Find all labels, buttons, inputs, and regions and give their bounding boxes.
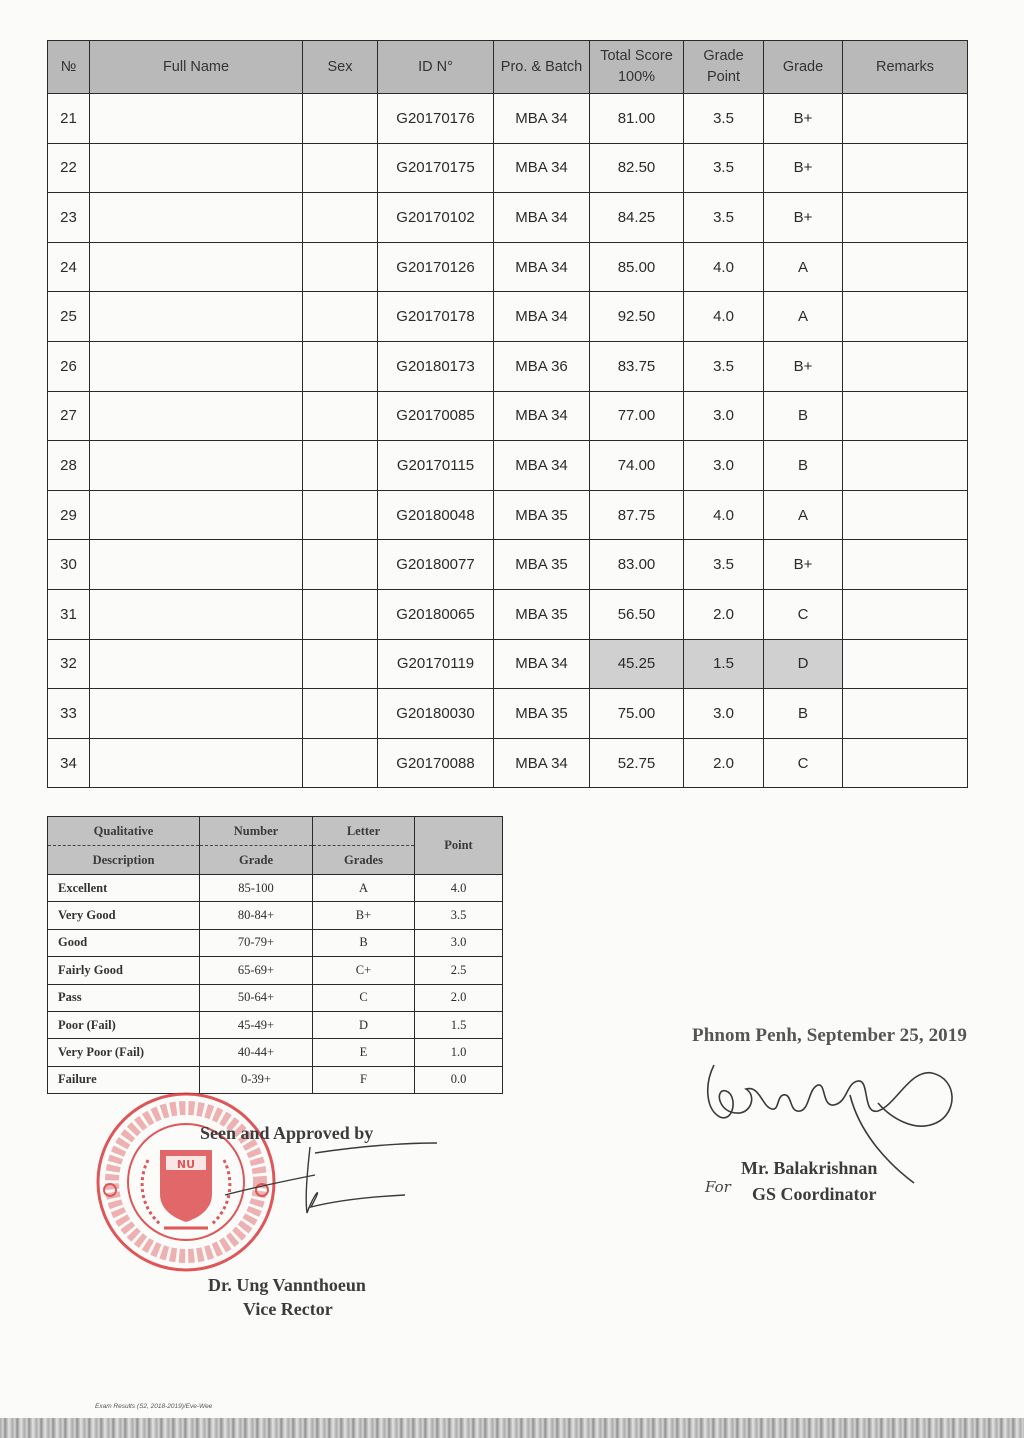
row-number-cell: 21 xyxy=(48,94,90,144)
grade-point-cell: 3.0 xyxy=(684,441,764,491)
full-name-cell xyxy=(90,589,303,639)
letter-grade-cell: B xyxy=(313,929,415,956)
header-id: ID N° xyxy=(378,41,494,94)
program-batch-cell: MBA 36 xyxy=(494,341,590,391)
program-batch-cell: MBA 34 xyxy=(494,738,590,788)
grade-point-cell: 3.0 xyxy=(684,689,764,739)
row-number-cell: 33 xyxy=(48,689,90,739)
student-id-cell: G20170102 xyxy=(378,193,494,243)
program-batch-cell: MBA 34 xyxy=(494,639,590,689)
program-batch-cell: MBA 34 xyxy=(494,292,590,342)
student-id-cell: G20170178 xyxy=(378,292,494,342)
grade-point-cell: 4.0 xyxy=(684,242,764,292)
grading-scale-table xyxy=(47,816,503,1094)
result-row xyxy=(48,639,968,689)
grading-header-number: Number xyxy=(200,817,313,846)
grade-cell: B+ xyxy=(764,143,843,193)
student-id-cell: G20170119 xyxy=(378,639,494,689)
remarks-cell xyxy=(843,292,968,342)
gs-coordinator-name: Mr. Balakrishnan xyxy=(741,1158,878,1178)
header-grade-point xyxy=(684,41,764,94)
full-name-cell xyxy=(90,292,303,342)
letter-grade-cell: F xyxy=(313,1066,415,1093)
row-number-cell: 29 xyxy=(48,490,90,540)
place-date: Phnom Penh, September 25, 2019 xyxy=(692,1025,967,1046)
row-number-cell: 32 xyxy=(48,639,90,689)
grade-point-cell: 3.5 xyxy=(684,193,764,243)
header-grade: Grade xyxy=(764,41,843,94)
header-full-name: Full Name xyxy=(90,41,303,94)
header-grade-point-line2: Point xyxy=(706,69,741,85)
header-no: № xyxy=(48,41,90,94)
qualitative-description-cell: Very Good xyxy=(48,902,200,929)
grade-cell: C xyxy=(764,738,843,788)
sex-cell xyxy=(303,689,378,739)
vice-rector-signature xyxy=(215,1135,445,1225)
remarks-cell xyxy=(843,242,968,292)
qualitative-description-cell: Pass xyxy=(48,984,200,1011)
row-number-cell: 22 xyxy=(48,143,90,193)
letter-grade-cell: D xyxy=(313,1011,415,1038)
grade-cell: B xyxy=(764,391,843,441)
result-row xyxy=(48,540,968,590)
result-row xyxy=(48,242,968,292)
grade-point-cell: 1.0 xyxy=(415,1039,503,1066)
row-number-cell: 25 xyxy=(48,292,90,342)
qualitative-description-cell: Poor (Fail) xyxy=(48,1011,200,1038)
header-sex: Sex xyxy=(303,41,378,94)
result-row xyxy=(48,143,968,193)
row-number-cell: 34 xyxy=(48,738,90,788)
program-batch-cell: MBA 34 xyxy=(494,441,590,491)
student-id-cell: G20170085 xyxy=(378,391,494,441)
total-score-cell: 87.75 xyxy=(590,490,684,540)
full-name-cell xyxy=(90,341,303,391)
remarks-cell xyxy=(843,639,968,689)
grading-header-qualitative: Qualitative xyxy=(48,817,200,846)
full-name-cell xyxy=(90,639,303,689)
program-batch-cell: MBA 34 xyxy=(494,193,590,243)
total-score-cell: 56.50 xyxy=(590,589,684,639)
program-batch-cell: MBA 35 xyxy=(494,589,590,639)
remarks-cell xyxy=(843,441,968,491)
total-score-cell: 92.50 xyxy=(590,292,684,342)
result-row xyxy=(48,441,968,491)
result-row xyxy=(48,490,968,540)
for-mark: For xyxy=(705,1178,731,1196)
total-score-cell: 75.00 xyxy=(590,689,684,739)
remarks-cell xyxy=(843,341,968,391)
number-grade-cell: 0-39+ xyxy=(200,1066,313,1093)
header-remarks: Remarks xyxy=(843,41,968,94)
grade-point-cell: 2.5 xyxy=(415,957,503,984)
seal-emblem-text: NU xyxy=(176,1158,196,1171)
exam-results-table xyxy=(47,40,968,788)
student-id-cell: G20180173 xyxy=(378,341,494,391)
grade-cell: C xyxy=(764,589,843,639)
grade-point-cell: 4.0 xyxy=(415,875,503,902)
grade-point-cell: 1.5 xyxy=(684,639,764,689)
full-name-cell xyxy=(90,143,303,193)
remarks-cell xyxy=(843,94,968,144)
scan-edge-artifact xyxy=(0,1418,1024,1438)
program-batch-cell: MBA 35 xyxy=(494,540,590,590)
total-score-cell: 84.25 xyxy=(590,193,684,243)
grading-body xyxy=(48,875,503,1094)
number-grade-cell: 40-44+ xyxy=(200,1039,313,1066)
grade-point-cell: 4.0 xyxy=(684,292,764,342)
row-number-cell: 26 xyxy=(48,341,90,391)
grading-header-grade: Grade xyxy=(200,846,313,875)
full-name-cell xyxy=(90,490,303,540)
student-id-cell: G20170088 xyxy=(378,738,494,788)
sex-cell xyxy=(303,589,378,639)
full-name-cell xyxy=(90,193,303,243)
remarks-cell xyxy=(843,193,968,243)
result-row xyxy=(48,391,968,441)
grade-point-cell: 3.5 xyxy=(684,94,764,144)
grade-point-cell: 2.0 xyxy=(415,984,503,1011)
grading-header-grades: Grades xyxy=(313,846,415,875)
grading-header-point: Point xyxy=(415,817,503,875)
full-name-cell xyxy=(90,94,303,144)
program-batch-cell: MBA 35 xyxy=(494,490,590,540)
letter-grade-cell: A xyxy=(313,875,415,902)
sex-cell xyxy=(303,391,378,441)
gs-coordinator-title: GS Coordinator xyxy=(752,1184,877,1204)
total-score-cell: 45.25 xyxy=(590,639,684,689)
total-score-cell: 83.75 xyxy=(590,341,684,391)
results-header-row xyxy=(48,41,968,94)
result-row xyxy=(48,341,968,391)
full-name-cell xyxy=(90,391,303,441)
sex-cell xyxy=(303,94,378,144)
sex-cell xyxy=(303,738,378,788)
number-grade-cell: 45-49+ xyxy=(200,1011,313,1038)
letter-grade-cell: E xyxy=(313,1039,415,1066)
qualitative-description-cell: Failure xyxy=(48,1066,200,1093)
grade-cell: B+ xyxy=(764,341,843,391)
sex-cell xyxy=(303,441,378,491)
remarks-cell xyxy=(843,540,968,590)
grade-cell: A xyxy=(764,242,843,292)
row-number-cell: 24 xyxy=(48,242,90,292)
grade-cell: B xyxy=(764,689,843,739)
grade-cell: B+ xyxy=(764,540,843,590)
remarks-cell xyxy=(843,143,968,193)
grade-point-cell: 3.5 xyxy=(415,902,503,929)
grade-point-cell: 3.0 xyxy=(684,391,764,441)
header-total-score xyxy=(590,41,684,94)
row-number-cell: 28 xyxy=(48,441,90,491)
grade-point-cell: 2.0 xyxy=(684,589,764,639)
student-id-cell: G20180077 xyxy=(378,540,494,590)
grade-cell: A xyxy=(764,490,843,540)
header-total-score-line1: Total Score xyxy=(600,48,673,64)
number-grade-cell: 85-100 xyxy=(200,875,313,902)
grading-row xyxy=(48,875,503,902)
grade-point-cell: 4.0 xyxy=(684,490,764,540)
grading-header-description: Description xyxy=(48,846,200,875)
letter-grade-cell: C+ xyxy=(313,957,415,984)
student-id-cell: G20180030 xyxy=(378,689,494,739)
footer-note: Exam Results (S2, 2018-2019)/Eve-Wee xyxy=(95,1403,213,1410)
header-grade-point-line1: Grade xyxy=(703,48,744,64)
grade-point-cell: 3.0 xyxy=(415,929,503,956)
result-row xyxy=(48,94,968,144)
number-grade-cell: 80-84+ xyxy=(200,902,313,929)
number-grade-cell: 50-64+ xyxy=(200,984,313,1011)
grade-cell: B+ xyxy=(764,94,843,144)
remarks-cell xyxy=(843,689,968,739)
total-score-cell: 85.00 xyxy=(590,242,684,292)
total-score-cell: 83.00 xyxy=(590,540,684,590)
grading-row xyxy=(48,929,503,956)
student-id-cell: G20170176 xyxy=(378,94,494,144)
remarks-cell xyxy=(843,391,968,441)
program-batch-cell: MBA 35 xyxy=(494,689,590,739)
result-row xyxy=(48,738,968,788)
grade-point-cell: 3.5 xyxy=(684,143,764,193)
program-batch-cell: MBA 34 xyxy=(494,143,590,193)
grade-point-cell: 3.5 xyxy=(684,540,764,590)
seen-approved-label: Seen and Approved by xyxy=(200,1123,374,1143)
sex-cell xyxy=(303,193,378,243)
grading-row xyxy=(48,957,503,984)
total-score-cell: 81.00 xyxy=(590,94,684,144)
result-row xyxy=(48,689,968,739)
full-name-cell xyxy=(90,738,303,788)
sex-cell xyxy=(303,292,378,342)
row-number-cell: 30 xyxy=(48,540,90,590)
full-name-cell xyxy=(90,242,303,292)
qualitative-description-cell: Good xyxy=(48,929,200,956)
total-score-cell: 77.00 xyxy=(590,391,684,441)
sex-cell xyxy=(303,540,378,590)
header-program-batch: Pro. & Batch xyxy=(494,41,590,94)
result-row xyxy=(48,292,968,342)
full-name-cell xyxy=(90,689,303,739)
row-number-cell: 31 xyxy=(48,589,90,639)
number-grade-cell: 65-69+ xyxy=(200,957,313,984)
student-id-cell: G20170126 xyxy=(378,242,494,292)
program-batch-cell: MBA 34 xyxy=(494,94,590,144)
remarks-cell xyxy=(843,589,968,639)
full-name-cell xyxy=(90,540,303,590)
vice-rector-title: Vice Rector xyxy=(243,1299,333,1319)
number-grade-cell: 70-79+ xyxy=(200,929,313,956)
letter-grade-cell: C xyxy=(313,984,415,1011)
program-batch-cell: MBA 34 xyxy=(494,391,590,441)
sex-cell xyxy=(303,341,378,391)
sex-cell xyxy=(303,639,378,689)
header-total-score-line2: 100% xyxy=(617,69,656,85)
student-id-cell: G20170115 xyxy=(378,441,494,491)
total-score-cell: 74.00 xyxy=(590,441,684,491)
program-batch-cell: MBA 34 xyxy=(494,242,590,292)
results-body xyxy=(48,94,968,788)
student-id-cell: G20170175 xyxy=(378,143,494,193)
grade-point-cell: 1.5 xyxy=(415,1011,503,1038)
grading-row xyxy=(48,1011,503,1038)
total-score-cell: 52.75 xyxy=(590,738,684,788)
qualitative-description-cell: Fairly Good xyxy=(48,957,200,984)
qualitative-description-cell: Very Poor (Fail) xyxy=(48,1039,200,1066)
grade-point-cell: 0.0 xyxy=(415,1066,503,1093)
total-score-cell: 82.50 xyxy=(590,143,684,193)
vice-rector-name: Dr. Ung Vannthoeun xyxy=(208,1275,366,1295)
student-id-cell: G20180048 xyxy=(378,490,494,540)
grading-header-letter: Letter xyxy=(313,817,415,846)
remarks-cell xyxy=(843,490,968,540)
sex-cell xyxy=(303,242,378,292)
student-id-cell: G20180065 xyxy=(378,589,494,639)
grading-row xyxy=(48,902,503,929)
row-number-cell: 27 xyxy=(48,391,90,441)
result-row xyxy=(48,589,968,639)
grading-row xyxy=(48,984,503,1011)
grade-cell: B+ xyxy=(764,193,843,243)
grade-point-cell: 3.5 xyxy=(684,341,764,391)
sex-cell xyxy=(303,143,378,193)
grade-point-cell: 2.0 xyxy=(684,738,764,788)
grading-row xyxy=(48,1039,503,1066)
remarks-cell xyxy=(843,738,968,788)
grade-cell: D xyxy=(764,639,843,689)
grade-cell: B xyxy=(764,441,843,491)
row-number-cell: 23 xyxy=(48,193,90,243)
grading-header-row-1 xyxy=(48,817,503,846)
letter-grade-cell: B+ xyxy=(313,902,415,929)
grade-cell: A xyxy=(764,292,843,342)
result-row xyxy=(48,193,968,243)
full-name-cell xyxy=(90,441,303,491)
qualitative-description-cell: Excellent xyxy=(48,875,200,902)
sex-cell xyxy=(303,490,378,540)
